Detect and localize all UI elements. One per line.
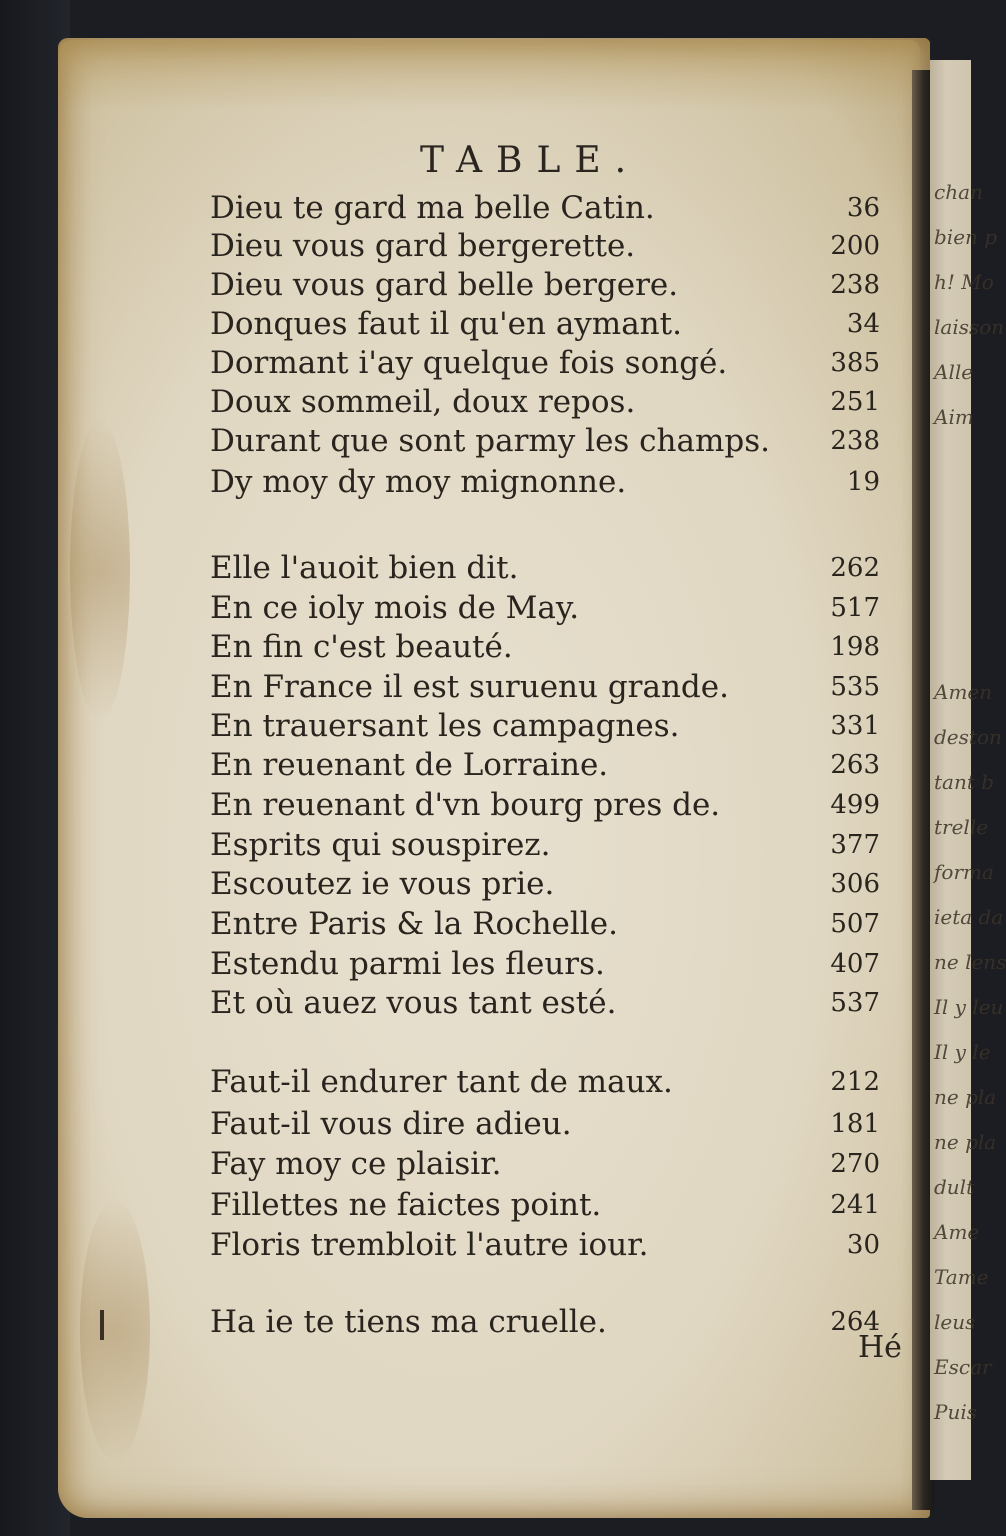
entry-title: Dormant i'ay quelque fois songé.	[210, 345, 728, 381]
toc-entry	[210, 546, 900, 590]
entry-title: Fay moy ce plaisir.	[210, 1146, 502, 1182]
toc-entry	[210, 460, 900, 504]
entry-page-number: 19	[846, 467, 880, 497]
entry-page-number: 241	[830, 1190, 880, 1220]
entry-title: En trauersant les campagnes.	[210, 708, 680, 744]
next-page-fragment: Escar	[934, 1355, 992, 1379]
entry-page-number: 30	[846, 1230, 880, 1260]
entry-page-number: 507	[830, 909, 880, 939]
entry-page-number: 200	[830, 231, 880, 261]
entry-page-number: 36	[846, 193, 880, 223]
page-title: TABLE.	[420, 140, 641, 181]
entry-title: Estendu parmi les fleurs.	[210, 946, 605, 982]
entry-page-number: 264	[830, 1307, 880, 1337]
toc-entry	[210, 625, 900, 669]
next-page-fragment: leus	[934, 1310, 976, 1334]
toc-entry	[210, 224, 900, 268]
next-page-fragment: Amen	[934, 680, 993, 704]
entry-page-number: 251	[830, 387, 880, 417]
entry-page-number: 537	[830, 988, 880, 1018]
page-stain	[80, 1200, 150, 1460]
toc-entry	[210, 419, 900, 463]
catchword: Hé	[858, 1330, 902, 1365]
toc-entry	[210, 981, 900, 1025]
next-page-fragment: Il y le	[934, 1040, 991, 1064]
toc-entry	[210, 586, 900, 630]
toc-entry	[210, 704, 900, 748]
entry-title: Doux sommeil, doux repos.	[210, 384, 636, 420]
entry-page-number: 181	[830, 1109, 880, 1139]
entry-title: Esprits qui souspirez.	[210, 827, 551, 863]
next-page-fragment: deston	[934, 725, 1002, 749]
next-page-fragment: Alle	[934, 360, 974, 384]
entry-title: Dieu vous gard belle bergere.	[210, 267, 679, 303]
next-page-fragment: trelle	[934, 815, 989, 839]
entry-page-number: 331	[830, 711, 880, 741]
page-top-fold	[60, 40, 920, 110]
entry-page-number: 238	[830, 426, 880, 456]
next-page-fragment: dult	[934, 1175, 975, 1199]
entry-title: Faut-il endurer tant de maux.	[210, 1064, 673, 1100]
next-page-fragment: Aim	[934, 405, 974, 429]
next-page-fragment: chan	[934, 180, 983, 204]
edge-mark	[100, 1310, 104, 1340]
next-page-fragment: Il y leu	[934, 995, 1004, 1019]
next-page-fragment: tant b	[934, 770, 995, 794]
entry-title: En France il est suruenu grande.	[210, 669, 729, 705]
toc-entry	[210, 665, 900, 709]
entry-title: Durant que sont parmy les champs.	[210, 423, 770, 459]
entry-title: Escoutez ie vous prie.	[210, 866, 555, 902]
entry-page-number: 238	[830, 270, 880, 300]
page-stain	[70, 420, 130, 720]
next-page-fragment: laisson	[934, 315, 1005, 339]
next-page-fragment: ne pla	[934, 1130, 997, 1154]
entry-title: Elle l'auoit bien dit.	[210, 550, 519, 586]
entry-page-number: 306	[830, 869, 880, 899]
next-page-fragment: Tame	[934, 1265, 989, 1289]
entry-title: En fin c'est beauté.	[210, 629, 513, 665]
entry-page-number: 34	[846, 309, 880, 339]
next-page-fragment: Puis	[934, 1400, 977, 1424]
toc-entry	[210, 341, 900, 385]
toc-entry	[210, 1183, 900, 1227]
entry-page-number: 385	[830, 348, 880, 378]
toc-entry	[210, 942, 900, 986]
entry-page-number: 499	[830, 790, 880, 820]
entry-title: En reuenant d'vn bourg pres de.	[210, 787, 721, 823]
entry-page-number: 263	[830, 750, 880, 780]
toc-entry	[210, 743, 900, 787]
entry-page-number: 270	[830, 1149, 880, 1179]
next-page-fragment: h! Mo	[934, 270, 994, 294]
entry-title: Dieu vous gard bergerette.	[210, 228, 636, 264]
entry-page-number: 212	[830, 1067, 880, 1097]
entry-title: Et où auez vous tant esté.	[210, 985, 617, 1021]
next-page-edge	[930, 60, 1006, 1480]
next-page-fragment: ne lens	[934, 950, 1006, 974]
next-page-fragment: ne pla	[934, 1085, 997, 1109]
entry-page-number: 535	[830, 672, 880, 702]
entry-title: Entre Paris & la Rochelle.	[210, 906, 618, 942]
toc-entry	[210, 1300, 900, 1344]
toc-entry	[210, 302, 900, 346]
entry-title: Ha ie te tiens ma cruelle.	[210, 1304, 607, 1340]
toc-entry	[210, 263, 900, 307]
next-page-fragment: Ame	[934, 1220, 980, 1244]
toc-entry	[210, 1102, 900, 1146]
next-page-fragment: forma	[934, 860, 994, 884]
entry-page-number: 377	[830, 830, 880, 860]
toc-entry	[210, 783, 900, 827]
entry-title: En reuenant de Lorraine.	[210, 747, 609, 783]
entry-page-number: 198	[830, 632, 880, 662]
entry-page-number: 407	[830, 949, 880, 979]
entry-page-number: 517	[830, 593, 880, 623]
toc-entry	[210, 902, 900, 946]
toc-entry	[210, 1223, 900, 1267]
entry-page-number: 262	[830, 553, 880, 583]
entry-title: Dy moy dy moy mignonne.	[210, 464, 627, 500]
toc-entry	[210, 1142, 900, 1186]
entry-title: Floris trembloit l'autre iour.	[210, 1227, 649, 1263]
toc-entry	[210, 380, 900, 424]
entry-title: Faut-il vous dire adieu.	[210, 1106, 572, 1142]
toc-entry	[210, 1060, 900, 1104]
entry-title: Dieu te gard ma belle Catin.	[210, 190, 655, 226]
entry-title: En ce ioly mois de May.	[210, 590, 580, 626]
next-page-fragment: ieta da	[934, 905, 1004, 929]
entry-title: Donques faut il qu'en aymant.	[210, 306, 682, 342]
entry-title: Fillettes ne faictes point.	[210, 1187, 602, 1223]
next-page-fragment: bien p	[934, 225, 998, 249]
toc-entry	[210, 862, 900, 906]
toc-entry	[210, 823, 900, 867]
